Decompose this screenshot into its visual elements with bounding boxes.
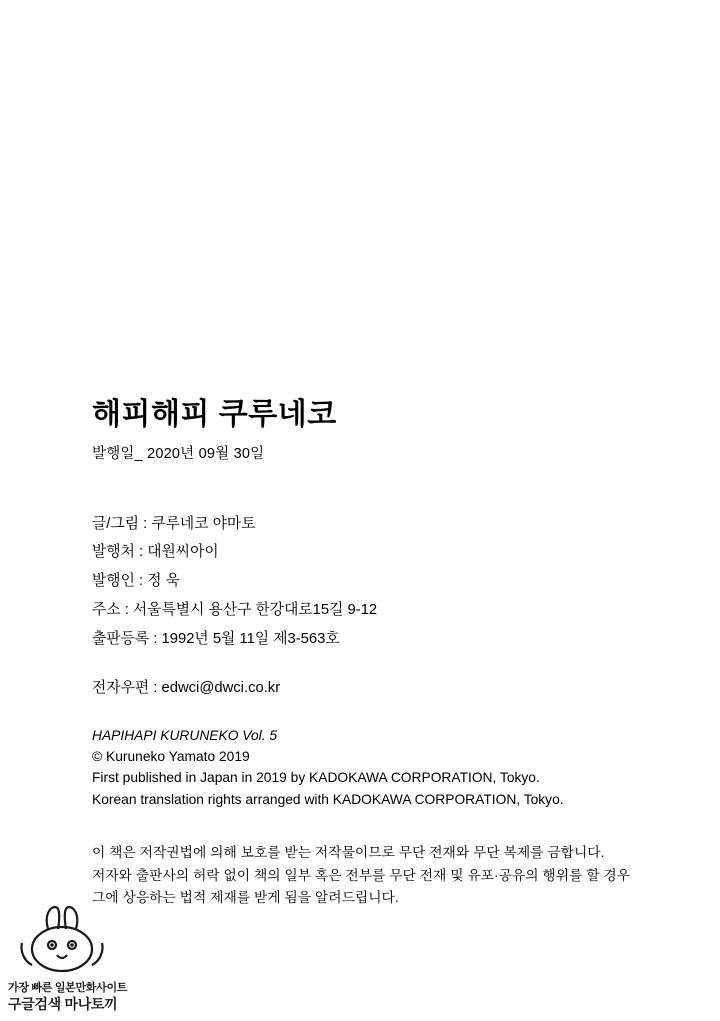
watermark-line-2: 구글검색 마나토끼 bbox=[8, 995, 118, 1012]
rights-block bbox=[92, 725, 662, 811]
email-line: 전자우편 : edwci@dwci.co.kr bbox=[92, 679, 281, 696]
credit-line-address: 주소 : 서울특별시 용산구 한강대로15길 9-12 bbox=[92, 602, 378, 619]
credit-line-registration: 출판등록 : 1992년 5월 11일 제3-563호 bbox=[92, 630, 340, 647]
notice-line-2: 저자와 출판사의 허락 없이 책의 일부 혹은 전부를 무단 전재 및 유포·공유의 행위를 할 경우 bbox=[92, 867, 631, 883]
rights-line-first-published: First published in Japan in 2019 by KADOKAWA CORPORATION, Tokyo. bbox=[92, 770, 540, 786]
rights-line-translation: Korean translation rights arranged with KADOKAWA CORPORATION, Tokyo. bbox=[92, 791, 564, 807]
page-title: 해피해피 쿠루네코 bbox=[92, 398, 337, 431]
rabbit-mascot-icon bbox=[10, 903, 114, 977]
watermark-line-1: 가장 빠른 일본만화사이트 bbox=[8, 981, 128, 994]
rights-line-copyright: © Kuruneko Yamato 2019 bbox=[92, 749, 250, 765]
notice-line-3: 그에 상응하는 법적 제재를 받게 됨을 알려드립니다. bbox=[92, 889, 399, 905]
watermark-text bbox=[8, 982, 127, 1013]
credit-line-author: 글/그림 : 쿠루네코 야마토 bbox=[92, 515, 256, 532]
credit-line-publisher: 발행처 : 대원씨아이 bbox=[92, 544, 219, 561]
credit-line-publisher-person: 발행인 : 정 욱 bbox=[92, 573, 180, 590]
rights-line-title: HAPIHAPI KURUNEKO Vol. 5 bbox=[92, 727, 278, 743]
watermark bbox=[0, 901, 156, 1021]
credits-list bbox=[92, 510, 662, 654]
copyright-notice bbox=[92, 842, 662, 909]
notice-line-1: 이 책은 저작권법에 의해 보호를 받는 저작물이므로 무단 전재와 무단 복제를 금합니다. bbox=[92, 845, 605, 861]
colophon-block bbox=[92, 398, 662, 909]
publication-date: 발행일_ 2020년 09월 30일 bbox=[92, 445, 265, 462]
